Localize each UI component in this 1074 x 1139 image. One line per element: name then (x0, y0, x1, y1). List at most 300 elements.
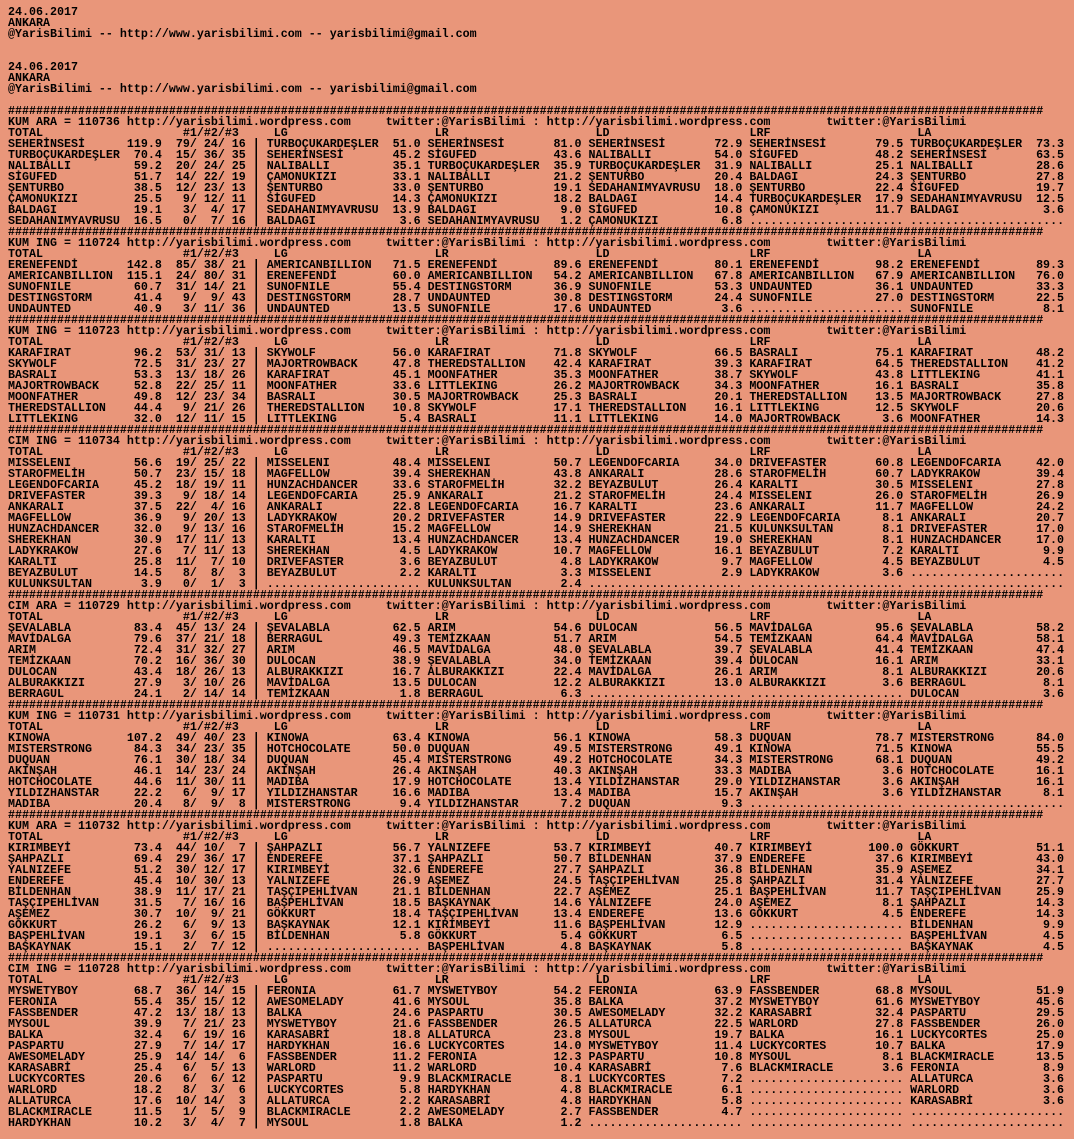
lr-horse-name: MAJORTROWBACK (427, 390, 519, 404)
horse-name: LADYKRAKOW (8, 544, 78, 558)
horse-name: HARDYKHAN (8, 1116, 71, 1130)
spacer (260, 359, 267, 370)
rank1-count: 35 (175, 995, 190, 1009)
lg-horse-name: HOTCHOCOLATE (266, 742, 351, 756)
spacer (903, 1019, 910, 1030)
race-type: KUM ARA (8, 115, 57, 129)
slash: / (189, 401, 197, 415)
lr-horse-name: KARAFIRAT (427, 346, 491, 360)
slash: / (189, 390, 197, 404)
lg-horse-name: KIRIMBEYİ (266, 863, 330, 877)
section-title (8, 436, 1074, 447)
la-horse-name: NALIBALLI (910, 159, 974, 173)
rank1-count: 8 (182, 797, 190, 811)
lg-horse-name: ŞENTURBO (266, 181, 323, 195)
spacer (742, 183, 749, 194)
lrf-score: 3.6 (882, 412, 904, 426)
ld-score: 24.4 (714, 291, 743, 305)
spacer (260, 1107, 267, 1118)
rank1-count: 6 (182, 1072, 190, 1086)
ld-horse-name: MAVİDALGA (588, 665, 652, 679)
rank1-count: 6 (182, 786, 190, 800)
header-contact (8, 84, 1074, 95)
header-date (8, 62, 1074, 73)
rank2-count: 14 (203, 984, 218, 998)
lrf-horse-name: MADIBA (749, 764, 792, 778)
ld-score: 4.7 (721, 1105, 743, 1119)
ld-horse-name: BAŞKAYNAK (588, 940, 652, 954)
slash: / (189, 456, 197, 470)
ld-score: 31.9 (714, 159, 743, 173)
lrf-horse-name: BALKA (749, 1028, 785, 1042)
spacer (260, 898, 267, 909)
spacer (421, 1030, 428, 1041)
header-lrf: LRF (749, 126, 771, 140)
header-ranks: #1/#2/#3 (182, 610, 239, 624)
site-link: http://yarisbilimi.wordpress.com (126, 709, 351, 723)
horse-name: LUCKYCORTES (8, 1072, 85, 1086)
rank2-count: 10 (203, 841, 218, 855)
la-score: 51.1 (1036, 841, 1065, 855)
spacer (260, 744, 267, 755)
horse-name: BASRALI (8, 368, 57, 382)
ld-horse-name: ENDEREFE (588, 907, 645, 921)
spacer (581, 194, 588, 205)
la-score: 13.5 (1036, 1050, 1065, 1064)
lrf-score: 71.5 (875, 742, 904, 756)
spacer (260, 997, 267, 1008)
ld-score: 6.5 (721, 929, 743, 943)
horse-name: UNDAUNTED (8, 302, 71, 316)
spacer (742, 293, 749, 304)
horse-name: SHEREKHAN (8, 533, 71, 547)
total-score: 30.9 (133, 533, 162, 547)
ld-score: 16.1 (714, 401, 743, 415)
lr-score: 27.7 (553, 863, 582, 877)
spacer (903, 931, 910, 942)
total-score: 16.5 (133, 214, 162, 228)
lg-horse-name: SİGUFED (266, 192, 316, 206)
lrf-score: 79.5 (875, 137, 904, 151)
lrf-score: 16.1 (875, 654, 904, 668)
spacer (742, 1041, 749, 1052)
spacer (903, 161, 910, 172)
ld-score: 18.0 (714, 181, 743, 195)
lr-horse-name: SEHERİNSESİ (427, 137, 505, 151)
rank3-count: 13 (231, 665, 246, 679)
section-title (8, 964, 1074, 975)
site-link: http://yarisbilimi.wordpress.com (546, 599, 771, 613)
lr-horse-name: DULOCAN (427, 676, 477, 690)
spacer (742, 513, 749, 524)
horse-name: KARALTI (8, 555, 57, 569)
rank3-count: 9 (238, 1105, 246, 1119)
horse-name: AWESOMELADY (8, 1050, 85, 1064)
lg-score: 18.5 (392, 896, 421, 910)
la-score: 27.8 (1036, 478, 1065, 492)
ld-horse-name: NALIBALLI (588, 148, 652, 162)
spacer (162, 634, 169, 645)
spacer (581, 392, 588, 403)
rank2-count: 16 (203, 896, 218, 910)
lg-horse-name: BİLDENHAN (266, 929, 330, 943)
slash: / (189, 665, 197, 679)
column-divider: | (252, 302, 260, 316)
spacer (903, 744, 910, 755)
lrf-score: 10.7 (875, 1039, 904, 1053)
lg-score: 45.2 (392, 148, 421, 162)
spacer (903, 1096, 910, 1107)
lrf-score: 30.5 (875, 478, 904, 492)
column-divider: | (252, 291, 260, 305)
spacer (260, 183, 267, 194)
equals-sign: = (63, 115, 71, 129)
lr-score: 2.7 (560, 1105, 582, 1119)
slash: / (217, 929, 225, 943)
lg-score: 32.6 (392, 863, 421, 877)
la-horse-name: MAJORTROWBACK (910, 390, 1002, 404)
total-score: 41.4 (133, 291, 162, 305)
spacer (742, 546, 749, 557)
spacer (742, 1063, 749, 1074)
lg-horse-name: ŞEVALABLA (266, 621, 330, 635)
spacer (162, 557, 169, 568)
slash: / (217, 522, 225, 536)
slash: / (217, 1017, 225, 1031)
lg-horse-name: MAVİDALGA (266, 676, 330, 690)
slash: / (217, 984, 225, 998)
rank2-count: 25 (203, 379, 218, 393)
rank2-count: 24 (203, 137, 218, 151)
la-score: 17.0 (1036, 533, 1065, 547)
lg-score: 35.1 (392, 159, 421, 173)
site-link: http://yarisbilimi.wordpress.com (126, 324, 351, 338)
total-score: 11.5 (133, 1105, 162, 1119)
lrf-horse-name: MAGFELLOW (749, 555, 813, 569)
lrf-score: 24.3 (875, 170, 904, 184)
slash: / (189, 654, 197, 668)
spacer (903, 887, 910, 898)
lrf-empty-filler: ...................... (749, 797, 904, 811)
slash: / (217, 621, 225, 635)
total-score: 79.6 (133, 632, 162, 646)
ld-score: 20.4 (714, 170, 743, 184)
ld-empty-filler: ...................... (588, 1116, 743, 1130)
ld-score: 54.0 (714, 148, 743, 162)
rank2-count: 9 (210, 918, 218, 932)
ld-horse-name: BALKA (588, 995, 624, 1009)
lr-score: 2.4 (560, 577, 582, 591)
rank3-count: 13 (231, 874, 246, 888)
header-la: LA (917, 610, 932, 624)
lg-horse-name: BERRAGUL (266, 632, 323, 646)
spacer (162, 381, 169, 392)
header-la: LA (917, 247, 932, 261)
spacer (162, 777, 169, 788)
spacer (742, 854, 749, 865)
lg-horse-name: HUNZACHDANCER (266, 478, 358, 492)
spacer (581, 139, 588, 150)
horse-name: FERONIA (8, 995, 57, 1009)
slash: / (189, 841, 197, 855)
spacer (742, 1085, 749, 1096)
column-divider: | (252, 379, 260, 393)
lr-horse-name: PASPARTU (427, 1006, 484, 1020)
lrf-score: 11.7 (875, 203, 904, 217)
lg-horse-name: FASSBENDER (266, 1050, 337, 1064)
spacer (421, 568, 428, 579)
spacer (903, 568, 910, 579)
rank3-count: 16 (231, 522, 246, 536)
rank2-count: 21 (203, 1017, 218, 1031)
spacer (260, 392, 267, 403)
rank1-count: 31 (175, 357, 190, 371)
lg-score: 41.6 (392, 995, 421, 1009)
spacer (246, 370, 253, 381)
separator-hashes: #################################################################################################################################################### (8, 313, 1044, 327)
la-horse-name: SEDAHANIMYAVRUSU (910, 192, 1023, 206)
lrf-horse-name: SİGUFED (749, 148, 799, 162)
lrf-horse-name: YILDIZHANSTAR (749, 775, 841, 789)
lr-score: 50.7 (553, 852, 582, 866)
horse-name: ERENEFENDİ (8, 258, 78, 272)
report-date: 24.06.2017 (8, 60, 78, 74)
spacer (260, 491, 267, 502)
header-lg: LG (273, 445, 288, 459)
spacer (421, 546, 428, 557)
spacer (162, 1052, 169, 1063)
lr-score: 17.6 (553, 302, 582, 316)
la-score: 73.3 (1036, 137, 1065, 151)
horse-name: THEREDSTALLION (8, 401, 106, 415)
rank3-count: 10 (231, 555, 246, 569)
rank1-count: 14 (175, 764, 190, 778)
colon-sign: : (532, 434, 540, 448)
colon-sign: : (532, 599, 540, 613)
spacer (742, 348, 749, 359)
ld-horse-name: ÇAMONUKIZI (588, 214, 659, 228)
spacer (421, 150, 428, 161)
rank3-count: 8 (238, 797, 246, 811)
ld-horse-name: SKYWOLF (588, 346, 638, 360)
horse-name: MADIBA (8, 797, 50, 811)
lr-score: 13.4 (553, 786, 582, 800)
total-score: 32.4 (133, 1028, 162, 1042)
lg-horse-name: TURBOÇUKARDEŞLER (266, 137, 379, 151)
la-horse-name: KARALTI (910, 544, 960, 558)
ld-horse-name: AŞEMEZ (588, 885, 631, 899)
lrf-horse-name: SKYWOLF (749, 368, 799, 382)
spacer (162, 524, 169, 535)
lg-score: 5.4 (399, 412, 421, 426)
ld-score: 16.1 (714, 544, 743, 558)
spacer (903, 282, 910, 293)
ld-score: 6.8 (721, 214, 743, 228)
lrf-horse-name: NALIBALLI (749, 159, 813, 173)
lg-score: 16.6 (392, 1039, 421, 1053)
spacer (903, 876, 910, 887)
spacer (246, 469, 253, 480)
slash: / (217, 412, 225, 426)
spacer (903, 546, 910, 557)
slash: / (217, 852, 225, 866)
header-total: TOTAL (8, 335, 43, 349)
rank1-count: 7 (182, 1017, 190, 1031)
column-divider: | (252, 555, 260, 569)
la-score: 14.3 (1036, 896, 1065, 910)
lrf-score: 48.2 (875, 148, 904, 162)
lr-horse-name: NALIBALLI (427, 170, 491, 184)
lrf-horse-name: WARLORD (749, 1017, 799, 1031)
spacer (162, 491, 169, 502)
rank2-count: 14 (203, 1050, 218, 1064)
colon-sign: : (532, 236, 540, 250)
rank3-count: 27 (231, 643, 246, 657)
lr-horse-name: SİGUFED (427, 148, 477, 162)
ld-horse-name: TURBOÇUKARDEŞLER (588, 159, 701, 173)
blank-line (8, 51, 1074, 62)
lrf-horse-name: KINOWA (749, 742, 792, 756)
la-horse-name: THEREDSTALLION (910, 357, 1009, 371)
lrf-horse-name: SUNOFNILE (749, 291, 813, 305)
lr-score: 18.2 (553, 192, 582, 206)
lr-horse-name: YILDIZHANSTAR (427, 797, 519, 811)
lrf-score: 60.8 (875, 456, 904, 470)
slash: / (189, 753, 197, 767)
slash: / (217, 1083, 225, 1097)
lr-horse-name: AKINŞAH (427, 764, 477, 778)
lg-horse-name: MYSWETYBOY (266, 1017, 337, 1031)
spacer (742, 788, 749, 799)
lg-score: 30.5 (392, 390, 421, 404)
rank1-count: 9 (182, 291, 190, 305)
column-divider: | (252, 159, 260, 173)
lg-score: 15.2 (392, 522, 421, 536)
column-divider: | (252, 1050, 260, 1064)
slash: / (189, 566, 197, 580)
lg-horse-name: LUCKYCORTES (266, 1083, 344, 1097)
lrf-horse-name: DRIVEFASTER (749, 456, 827, 470)
lr-horse-name: THEREDSTALLION (427, 357, 526, 371)
header-ld: LD (595, 720, 610, 734)
lg-horse-name: AWESOMELADY (266, 995, 344, 1009)
spacer (260, 733, 267, 744)
lrf-score: 8.1 (882, 522, 904, 536)
la-empty-filler: ...................... (910, 1105, 1065, 1119)
spacer (162, 282, 169, 293)
total-score: 27.9 (133, 676, 162, 690)
lr-horse-name: LUCKYCORTES (427, 1039, 505, 1053)
lr-score: 14.9 (553, 522, 582, 536)
horse-name: ALBURAKKIZI (8, 676, 85, 690)
spacer (742, 172, 749, 183)
lrf-empty-filler: ...................... (749, 918, 904, 932)
spacer (742, 656, 749, 667)
lrf-score: 95.6 (875, 621, 904, 635)
lr-horse-name: BASRALI (427, 412, 477, 426)
lrf-horse-name: GÖKKURT (749, 907, 799, 921)
spacer (421, 788, 428, 799)
spacer (903, 183, 910, 194)
lr-horse-name: MYSWETYBOY (427, 984, 498, 998)
rank2-count: 9 (210, 797, 218, 811)
lg-horse-name: THEREDSTALLION (266, 401, 365, 415)
slash: / (217, 797, 225, 811)
spacer (903, 205, 910, 216)
la-score: 89.3 (1036, 258, 1065, 272)
rank2-count: 30 (203, 874, 218, 888)
spacer (421, 359, 428, 370)
spacer (246, 513, 253, 524)
lg-horse-name: MISSELENI (266, 456, 330, 470)
lg-score: 26.4 (392, 764, 421, 778)
ld-empty-filler: ...................... (588, 687, 743, 701)
site-link: http://yarisbilimi.wordpress.com (546, 962, 771, 976)
race-type: KUM ING (8, 709, 57, 723)
rank3-count: 16 (231, 214, 246, 228)
lg-horse-name: ERENEFENDİ (266, 269, 337, 283)
colon-sign: : (532, 709, 540, 723)
spacer (903, 524, 910, 535)
rank3-count: 43 (231, 291, 246, 305)
column-divider: | (252, 643, 260, 657)
header-total: TOTAL (8, 126, 43, 140)
ld-horse-name: HUNZACHDANCER (588, 533, 680, 547)
spacer (581, 865, 588, 876)
lr-score: 54.2 (553, 269, 582, 283)
la-horse-name: SİGUFED (910, 181, 960, 195)
lr-horse-name: BLACKMIRACLE (427, 1072, 512, 1086)
horse-name: GÖKKURT (8, 918, 57, 932)
slash: / (189, 489, 197, 503)
la-horse-name: FERONIA (910, 1061, 960, 1075)
rank1-count: 14 (175, 170, 190, 184)
lg-horse-name: MISTERSTRONG (266, 797, 351, 811)
ld-score: 39.3 (714, 357, 743, 371)
horse-name: ŞAHPAZLI (8, 852, 64, 866)
header-ranks: #1/#2/#3 (182, 126, 239, 140)
la-score: 25.0 (1036, 1028, 1065, 1042)
total-score: 53.3 (133, 368, 162, 382)
header-lg: LG (273, 610, 288, 624)
spacer (421, 535, 428, 546)
spacer (742, 865, 749, 876)
slash: / (217, 731, 225, 745)
spacer (903, 381, 910, 392)
spacer (742, 777, 749, 788)
la-score: 26.9 (1036, 489, 1065, 503)
site-link: http://yarisbilimi.wordpress.com (546, 115, 771, 129)
ld-horse-name: AWESOMELADY (588, 1006, 666, 1020)
spacer (421, 1074, 428, 1085)
lr-score: 3.3 (560, 566, 582, 580)
spacer (162, 293, 169, 304)
spacer (421, 161, 428, 172)
spacer (260, 557, 267, 568)
la-score: 42.0 (1036, 456, 1065, 470)
ld-score: 9.3 (721, 797, 743, 811)
lr-score: 25.3 (553, 390, 582, 404)
lg-horse-name: BLACKMIRACLE (266, 1105, 351, 1119)
lg-horse-name: DULOCAN (266, 654, 316, 668)
column-divider: | (252, 665, 260, 679)
la-horse-name: KARASABRİ (910, 1094, 974, 1108)
lg-score: 33.0 (392, 181, 421, 195)
spacer (903, 535, 910, 546)
column-divider: | (252, 346, 260, 360)
spacer (162, 876, 169, 887)
spacer (162, 502, 169, 513)
